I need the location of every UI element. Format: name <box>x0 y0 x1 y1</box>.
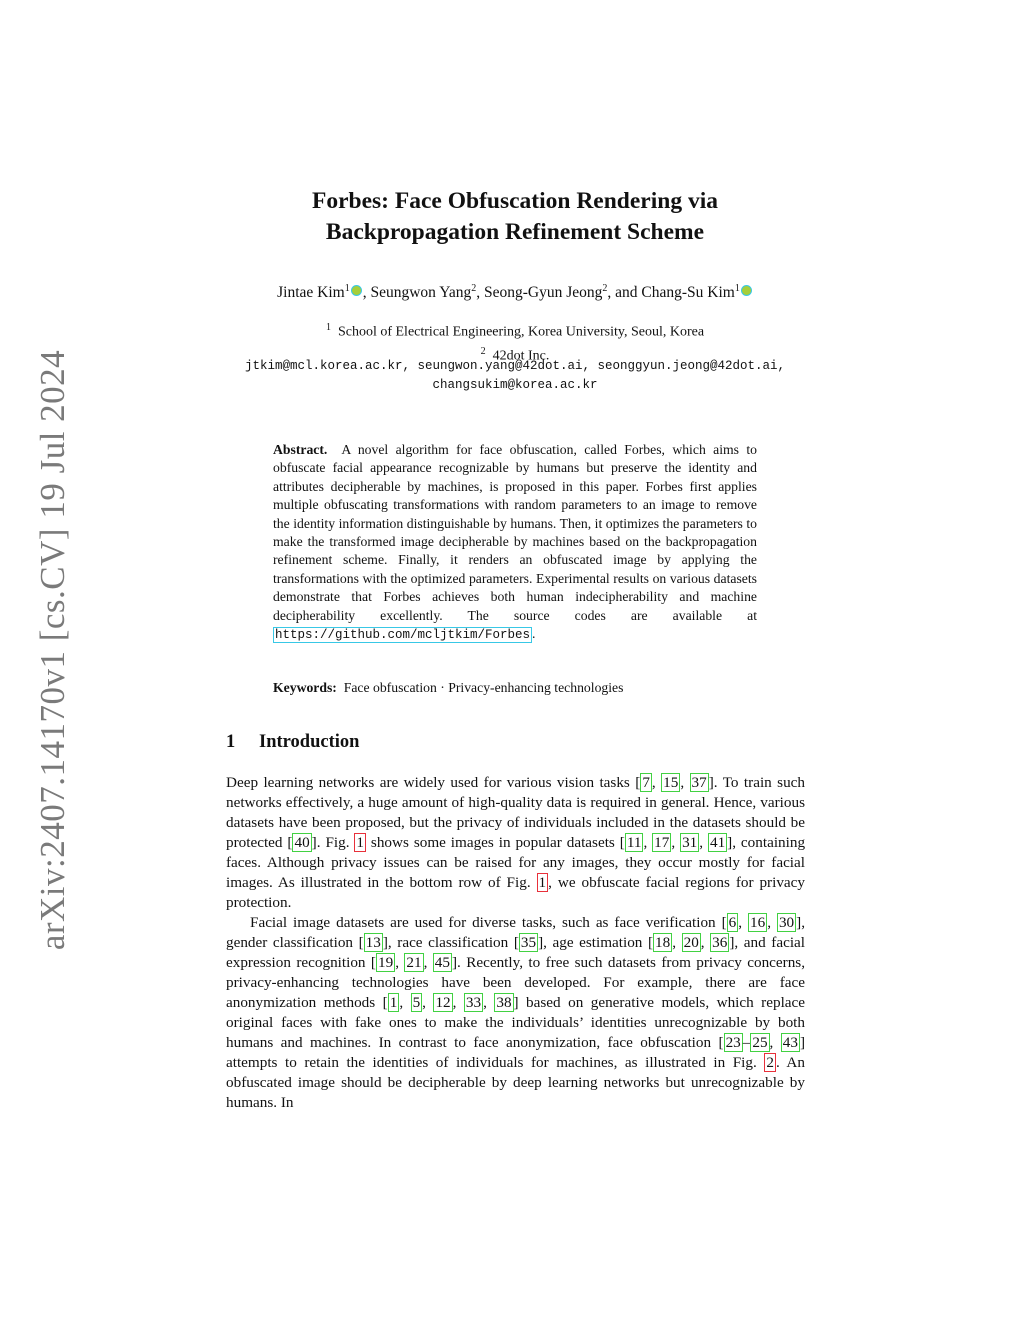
citation-link[interactable]: 30 <box>778 914 795 931</box>
text-run: , <box>738 914 749 931</box>
affil-mark: 1 <box>325 322 331 333</box>
body-text <box>226 773 805 1113</box>
citation-link[interactable]: 18 <box>655 934 671 951</box>
text-run: ], race classification [ <box>382 934 519 951</box>
text-run: , <box>672 934 682 951</box>
citation-link[interactable]: 36 <box>712 934 728 951</box>
paper-title <box>225 186 805 248</box>
paragraph-2 <box>226 913 805 1113</box>
citation-link[interactable]: 16 <box>750 914 766 931</box>
text-run: ] attempts to retain the identities of individuals for machines, as illustrated in Fig. <box>226 1034 805 1071</box>
text-run: ], containing faces. Although privacy issues can be raised for any images, they occur mostly for facial images. As illustrated in the bottom row of Fig. <box>226 834 806 891</box>
abstract-label: Abstract. <box>273 442 328 457</box>
author-name: Jintae Kim <box>277 284 345 302</box>
text-run: ]. Recently, to free such datasets from privacy concerns, privacy-enhancing technologies have been developed. For example, there are face anonymization methods [ <box>226 954 805 1011</box>
abstract-end: . <box>532 626 536 642</box>
citation-link[interactable]: 33 <box>465 994 482 1011</box>
citation-link[interactable]: 1 <box>389 994 398 1011</box>
text-run: , <box>452 994 464 1011</box>
emails-line-2[interactable]: changsukim@korea.ac.kr <box>432 378 598 392</box>
text-run: ]. Fig. <box>311 834 355 851</box>
affil-mark: 1 <box>734 283 740 294</box>
keywords-text: Face obfuscation · Privacy-enhancing technologies <box>343 680 624 695</box>
affil-mark: 2 <box>471 283 477 294</box>
abstract-text: A novel algorithm for face obfuscation, called Forbes, which aims to obfuscate facial appearance recognizable by humans but preserve the identity and attributes decipherable by machines, is proposed in this paper. Forbes first applies multiple obfuscating transformations with random parameters to an image to remove the identity information distinguishable by humans. Then, it optimizes the parameters to make the transformed image decipherable by machines based on the backpropagation refinement scheme. Finally, it renders an obfuscated image by applying the transformations with the optimized parameters. Experimental results on various datasets demonstrate that Forbes achieves both human indecipherability and machine decipherability excellently. The source codes are available at <box>273 442 757 623</box>
citation-link[interactable]: 43 <box>782 1034 798 1051</box>
orcid-icon[interactable] <box>351 285 362 296</box>
citation-link[interactable]: 11 <box>626 834 642 851</box>
citation-link[interactable]: 31 <box>682 834 698 851</box>
citation-link[interactable]: 7 <box>642 774 650 791</box>
text-run: Deep learning networks are widely used for various vision tasks [ <box>226 774 641 791</box>
text-run: , <box>671 834 681 851</box>
citation-link[interactable]: 23 <box>725 1034 741 1051</box>
text-run: ] based on generative models, which replace original faces with fake ones to make the individuals’ identities unrecognizable by both humans and machines. In contrast to face anonymization, face obfuscation [ <box>226 994 806 1051</box>
author-name: , and Chang-Su Kim <box>607 284 735 302</box>
citation-link[interactable]: 6 <box>728 914 737 931</box>
figure-link[interactable]: 2 <box>766 1054 774 1071</box>
arxiv-id: arXiv:2407.14170v1 [cs.CV] 19 Jul 2024 <box>33 349 73 951</box>
author-list <box>180 283 850 302</box>
text-run: Facial image datasets are used for diverse tasks, such as face verification [ <box>250 914 727 931</box>
text-run: , <box>699 834 708 851</box>
text-run: ], age estimation [ <box>538 934 654 951</box>
text-run: , <box>483 994 495 1011</box>
citation-link[interactable]: 21 <box>406 954 422 971</box>
text-run: shows some images in popular datasets [ <box>366 834 625 851</box>
affil-mark: 2 <box>480 345 486 357</box>
citation-link[interactable]: 20 <box>683 934 699 951</box>
text-run: , <box>395 954 405 971</box>
keywords <box>273 679 757 697</box>
author-emails <box>200 357 830 395</box>
citation-link[interactable]: 12 <box>435 994 451 1011</box>
figure-link[interactable]: 1 <box>538 874 547 891</box>
text-run: , <box>700 934 711 951</box>
title-line-1: Forbes: Face Obfuscation Rendering via <box>312 188 718 214</box>
citation-link[interactable]: 13 <box>365 934 381 951</box>
text-run: – <box>742 1034 751 1051</box>
text-run: ], and facial expression recognition [ <box>226 934 806 971</box>
text-run: , <box>399 994 411 1011</box>
citation-link[interactable]: 37 <box>691 774 707 791</box>
text-run: , <box>643 834 653 851</box>
section-title: Introduction <box>259 732 360 752</box>
citation-link[interactable]: 15 <box>663 774 679 791</box>
text-run: , <box>423 954 433 971</box>
text-run: , <box>767 914 777 931</box>
text-run: ], gender classification [ <box>226 914 805 951</box>
affiliation-text: 42dot Inc. <box>492 348 550 364</box>
citation-link[interactable]: 40 <box>294 834 310 851</box>
abstract <box>273 441 757 644</box>
affil-mark: 1 <box>344 283 350 294</box>
section-number: 1 <box>226 732 236 752</box>
text-run: , <box>769 1034 781 1051</box>
citation-link[interactable]: 19 <box>378 954 394 971</box>
text-run: ]. To train such networks effectively, a huge amount of high-quality data is required in general. Hence, various datasets have been proposed, but the privacy of individuals included in the datasets should be protected [ <box>226 774 806 851</box>
citation-link[interactable]: 45 <box>434 954 450 971</box>
figure-link[interactable]: 1 <box>356 834 365 851</box>
section-heading <box>226 732 806 753</box>
citation-link[interactable]: 35 <box>520 934 537 951</box>
orcid-icon[interactable] <box>741 285 752 296</box>
affiliation-1 <box>200 318 830 342</box>
text-run: , <box>422 994 434 1011</box>
citation-link[interactable]: 41 <box>709 834 726 851</box>
affil-mark: 2 <box>602 283 608 294</box>
text-run: , we obfuscate facial regions for privacy protection. <box>226 874 805 911</box>
code-link[interactable]: https://github.com/mcljtkim/Forbes <box>275 628 531 643</box>
citation-link[interactable]: 17 <box>654 834 670 851</box>
arxiv-watermark <box>28 349 78 951</box>
paragraph-1 <box>226 773 805 913</box>
text-run: , <box>680 774 690 791</box>
citation-link[interactable]: 38 <box>496 994 512 1011</box>
text-run: . An obfuscated image should be decipherable by deep learning networks but unrecognizable by humans. In <box>226 1054 805 1111</box>
citation-link[interactable]: 5 <box>412 994 421 1011</box>
title-line-2: Backpropagation Refinement Scheme <box>325 219 705 245</box>
emails-line-1[interactable]: jtkim@mcl.korea.ac.kr, seungwon.yang@42dot.ai, seonggyun.jeong@42dot.ai, <box>244 359 786 373</box>
text-run: , <box>651 774 662 791</box>
affiliation-text: School of Electrical Engineering, Korea University, Seoul, Korea <box>337 324 705 340</box>
author-name: , Seungwon Yang <box>362 284 472 302</box>
author-name: , Seong-Gyun Jeong <box>476 284 603 302</box>
citation-link[interactable]: 25 <box>752 1034 768 1051</box>
keywords-label: Keywords: <box>273 680 337 695</box>
